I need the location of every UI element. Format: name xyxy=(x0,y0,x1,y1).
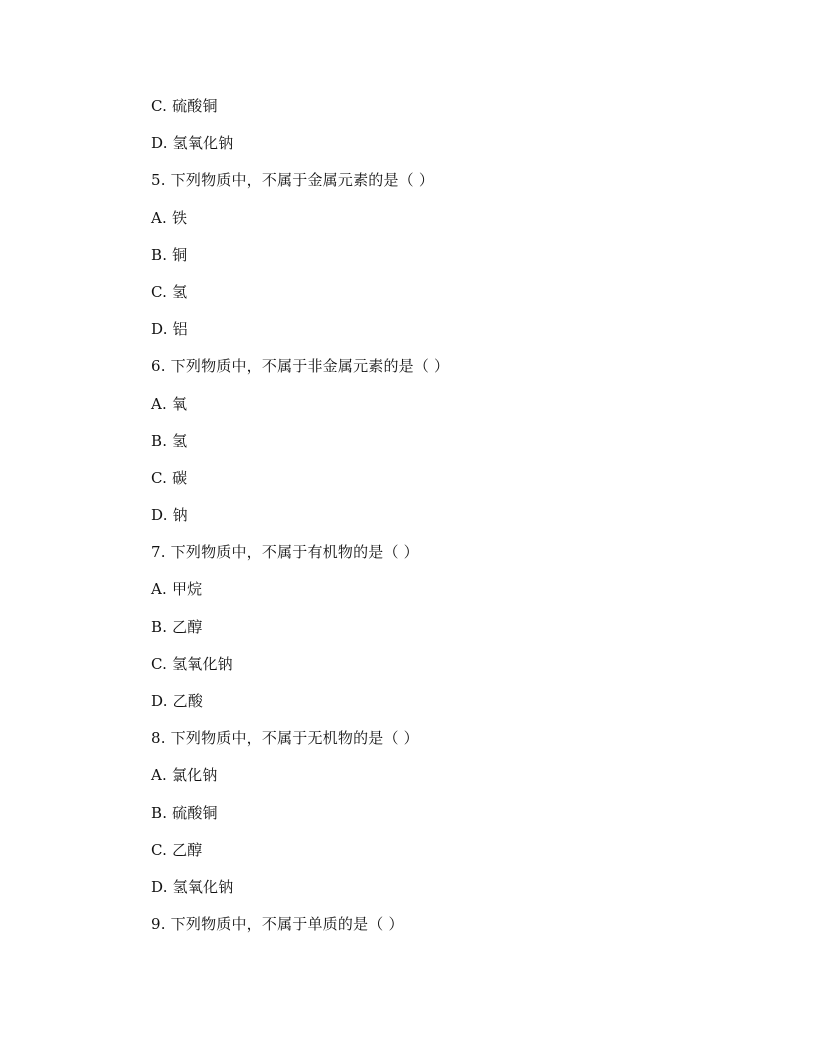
option-line: C. 硫酸铜 xyxy=(151,97,218,115)
option-line: B. 铜 xyxy=(151,245,188,264)
question-line: 7. 下列物质中，不属于有机物的是（ ） xyxy=(151,543,419,562)
option-line: C. 氢氧化钠 xyxy=(151,654,233,673)
option-line: D. 氢氧化钠 xyxy=(151,134,234,153)
option-line: C. 氢 xyxy=(151,282,188,301)
option-line: B. 硫酸铜 xyxy=(151,803,218,822)
option-line: A. 铁 xyxy=(151,208,188,227)
option-line: B. 氢 xyxy=(151,431,188,450)
option-line: A. 氧 xyxy=(151,394,188,413)
option-line: B. 乙醇 xyxy=(151,617,203,636)
option-line: A. 甲烷 xyxy=(151,580,203,599)
question-list xyxy=(151,94,771,949)
option-line: D. 氢氧化钠 xyxy=(151,877,234,896)
question-line: 9. 下列物质中，不属于单质的是（ ） xyxy=(151,915,404,934)
option-line: D. 乙酸 xyxy=(151,692,204,710)
option-line: A. 氯化钠 xyxy=(151,766,218,785)
option-line: D. 铝 xyxy=(151,320,188,339)
option-line: D. 钠 xyxy=(151,506,188,525)
question-line: 6. 下列物质中，不属于非金属元素的是（ ） xyxy=(151,357,450,376)
option-line: C. 乙醇 xyxy=(151,840,203,859)
question-line: 8. 下列物质中，不属于无机物的是（ ） xyxy=(151,729,419,748)
question-line: 5. 下列物质中，不属于金属元素的是（ ） xyxy=(151,171,435,190)
option-line: C. 碳 xyxy=(151,468,188,487)
